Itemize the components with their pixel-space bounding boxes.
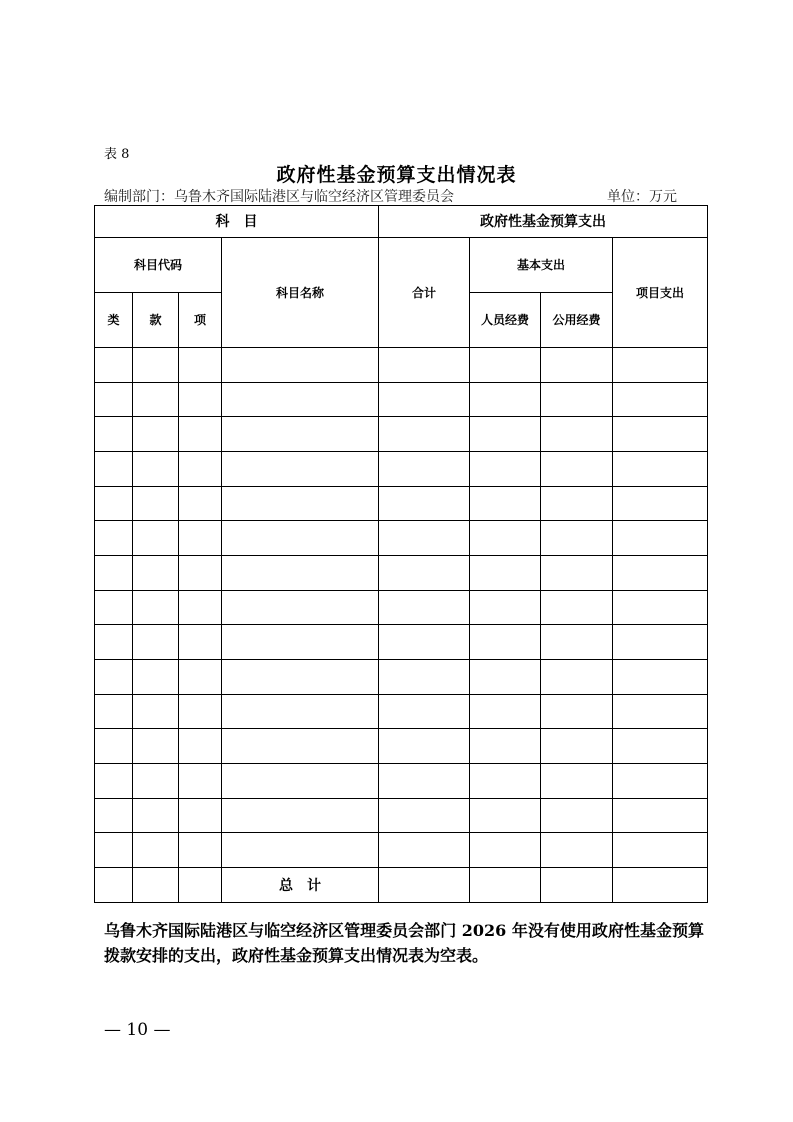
table-cell bbox=[222, 555, 379, 590]
document-title: 政府性基金预算支出情况表 bbox=[276, 164, 517, 186]
table-cell bbox=[222, 729, 379, 764]
table-cell bbox=[222, 625, 379, 660]
total-label: 总 计 bbox=[222, 868, 379, 903]
table-cell bbox=[470, 382, 541, 417]
table-cell bbox=[133, 764, 179, 799]
table-cell bbox=[95, 382, 133, 417]
table-cell bbox=[470, 764, 541, 799]
table-cell bbox=[95, 417, 133, 452]
table-cell bbox=[133, 625, 179, 660]
table-cell bbox=[133, 833, 179, 868]
table-cell bbox=[541, 590, 613, 625]
table-cell bbox=[95, 833, 133, 868]
table-row bbox=[95, 521, 708, 556]
table-cell bbox=[379, 521, 470, 556]
table-cell bbox=[133, 868, 179, 903]
table-cell bbox=[179, 417, 222, 452]
table-number-label: 表 8 bbox=[104, 147, 130, 162]
table-cell bbox=[379, 590, 470, 625]
table-row bbox=[95, 764, 708, 799]
table-cell bbox=[470, 694, 541, 729]
table-row bbox=[95, 347, 708, 382]
table-cell bbox=[613, 729, 708, 764]
table-cell bbox=[379, 417, 470, 452]
table-cell bbox=[470, 347, 541, 382]
table-cell bbox=[541, 417, 613, 452]
table-cell bbox=[379, 382, 470, 417]
table-cell bbox=[613, 555, 708, 590]
table-cell bbox=[541, 486, 613, 521]
table-cell bbox=[222, 798, 379, 833]
table-cell bbox=[470, 451, 541, 486]
header-subject-name: 科目名称 bbox=[222, 237, 379, 347]
table-cell bbox=[613, 521, 708, 556]
table-cell bbox=[95, 798, 133, 833]
table-cell bbox=[541, 625, 613, 660]
table-cell bbox=[379, 347, 470, 382]
table-cell bbox=[95, 451, 133, 486]
table-row bbox=[95, 660, 708, 695]
header-subject-code: 科目代码 bbox=[95, 237, 222, 292]
compiling-department: 编制部门：乌鲁木齐国际陆港区与临空经济区管理委员会 bbox=[104, 189, 454, 205]
table-cell bbox=[470, 660, 541, 695]
table-cell bbox=[95, 347, 133, 382]
table-cell bbox=[95, 729, 133, 764]
table-cell bbox=[95, 660, 133, 695]
table-cell bbox=[613, 764, 708, 799]
table-cell bbox=[179, 486, 222, 521]
table-cell bbox=[179, 868, 222, 903]
table-cell bbox=[179, 555, 222, 590]
table-cell bbox=[222, 521, 379, 556]
table-cell bbox=[613, 382, 708, 417]
table-cell bbox=[179, 347, 222, 382]
table-cell bbox=[470, 417, 541, 452]
table-cell bbox=[379, 729, 470, 764]
table-cell bbox=[541, 833, 613, 868]
table-cell bbox=[133, 555, 179, 590]
header-gov-fund-expenditure: 政府性基金预算支出 bbox=[379, 206, 708, 238]
table-cell bbox=[179, 382, 222, 417]
table-cell bbox=[379, 486, 470, 521]
table-cell bbox=[470, 486, 541, 521]
table-cell bbox=[470, 555, 541, 590]
table-cell bbox=[222, 833, 379, 868]
table-cell bbox=[379, 694, 470, 729]
table-cell bbox=[541, 694, 613, 729]
table-cell bbox=[470, 521, 541, 556]
header-personnel-cost: 人员经费 bbox=[470, 292, 541, 347]
table-cell bbox=[379, 833, 470, 868]
table-cell bbox=[133, 347, 179, 382]
table-cell bbox=[470, 868, 541, 903]
header-basic-expenditure: 基本支出 bbox=[470, 237, 613, 292]
table-cell bbox=[613, 347, 708, 382]
table-cell bbox=[541, 868, 613, 903]
header-public-cost: 公用经费 bbox=[541, 292, 613, 347]
table-cell bbox=[95, 555, 133, 590]
table-cell bbox=[179, 833, 222, 868]
table-cell bbox=[379, 625, 470, 660]
table-cell bbox=[95, 868, 133, 903]
table-cell bbox=[470, 833, 541, 868]
table-cell bbox=[613, 833, 708, 868]
table-cell bbox=[379, 660, 470, 695]
table-cell bbox=[95, 694, 133, 729]
table-cell bbox=[179, 764, 222, 799]
table-row bbox=[95, 555, 708, 590]
table-cell bbox=[95, 590, 133, 625]
table-cell bbox=[133, 451, 179, 486]
table-cell bbox=[379, 798, 470, 833]
table-cell bbox=[133, 521, 179, 556]
table-cell bbox=[133, 382, 179, 417]
table-cell bbox=[541, 555, 613, 590]
table-cell bbox=[222, 382, 379, 417]
table-cell bbox=[133, 660, 179, 695]
table-cell bbox=[470, 590, 541, 625]
table-cell bbox=[179, 451, 222, 486]
table-cell bbox=[541, 764, 613, 799]
table-row bbox=[95, 417, 708, 452]
table-cell bbox=[133, 694, 179, 729]
table-cell bbox=[470, 729, 541, 764]
table-cell bbox=[179, 694, 222, 729]
unit-label: 单位：万元 bbox=[607, 189, 677, 205]
table-cell bbox=[379, 868, 470, 903]
header-item: 项 bbox=[179, 292, 222, 347]
table-row bbox=[95, 833, 708, 868]
table-cell bbox=[222, 486, 379, 521]
table-cell bbox=[179, 590, 222, 625]
table-cell bbox=[179, 798, 222, 833]
table-row bbox=[95, 625, 708, 660]
expenditure-table bbox=[94, 205, 708, 903]
table-cell bbox=[95, 486, 133, 521]
table-cell bbox=[95, 625, 133, 660]
table-row bbox=[95, 382, 708, 417]
table-cell bbox=[179, 521, 222, 556]
table-cell bbox=[222, 590, 379, 625]
header-section: 款 bbox=[133, 292, 179, 347]
table-cell bbox=[613, 660, 708, 695]
table-cell bbox=[541, 660, 613, 695]
table-cell bbox=[613, 417, 708, 452]
table-cell bbox=[379, 555, 470, 590]
header-subject: 科 目 bbox=[95, 206, 379, 238]
table-cell bbox=[541, 347, 613, 382]
table-cell bbox=[179, 660, 222, 695]
header-total: 合计 bbox=[379, 237, 470, 347]
table-cell bbox=[613, 798, 708, 833]
table-cell bbox=[95, 521, 133, 556]
table-cell bbox=[179, 625, 222, 660]
table-cell bbox=[133, 798, 179, 833]
table-row bbox=[95, 798, 708, 833]
table-cell bbox=[222, 347, 379, 382]
empty-table-note: 乌鲁木齐国际陆港区与临空经济区管理委员会部门 2026 年没有使用政府性基金预算拨款安排的支出，政府性基金预算支出情况表为空表。 bbox=[104, 921, 704, 965]
total-row bbox=[95, 868, 708, 903]
table-cell bbox=[95, 764, 133, 799]
table-row bbox=[95, 486, 708, 521]
table-cell bbox=[222, 694, 379, 729]
table-cell bbox=[541, 451, 613, 486]
table-row bbox=[95, 694, 708, 729]
table-cell bbox=[222, 764, 379, 799]
table-cell bbox=[613, 451, 708, 486]
table-cell bbox=[133, 486, 179, 521]
table-cell bbox=[379, 451, 470, 486]
table-cell bbox=[613, 694, 708, 729]
table-cell bbox=[133, 729, 179, 764]
table-cell bbox=[613, 625, 708, 660]
table-cell bbox=[470, 798, 541, 833]
table-cell bbox=[222, 451, 379, 486]
table-cell bbox=[222, 417, 379, 452]
table-row bbox=[95, 451, 708, 486]
header-project-expenditure: 项目支出 bbox=[613, 237, 708, 347]
table-cell bbox=[541, 798, 613, 833]
table-cell bbox=[541, 382, 613, 417]
table-cell bbox=[613, 590, 708, 625]
table-cell bbox=[613, 868, 708, 903]
table-cell bbox=[133, 417, 179, 452]
table-cell bbox=[541, 729, 613, 764]
page-number: — 10 — bbox=[104, 1020, 171, 1040]
table-cell bbox=[179, 729, 222, 764]
table-cell bbox=[613, 486, 708, 521]
table-cell bbox=[222, 660, 379, 695]
table-cell bbox=[133, 590, 179, 625]
table-cell bbox=[379, 764, 470, 799]
header-class: 类 bbox=[95, 292, 133, 347]
table-row bbox=[95, 590, 708, 625]
table-cell bbox=[470, 625, 541, 660]
table-row bbox=[95, 729, 708, 764]
table-cell bbox=[541, 521, 613, 556]
